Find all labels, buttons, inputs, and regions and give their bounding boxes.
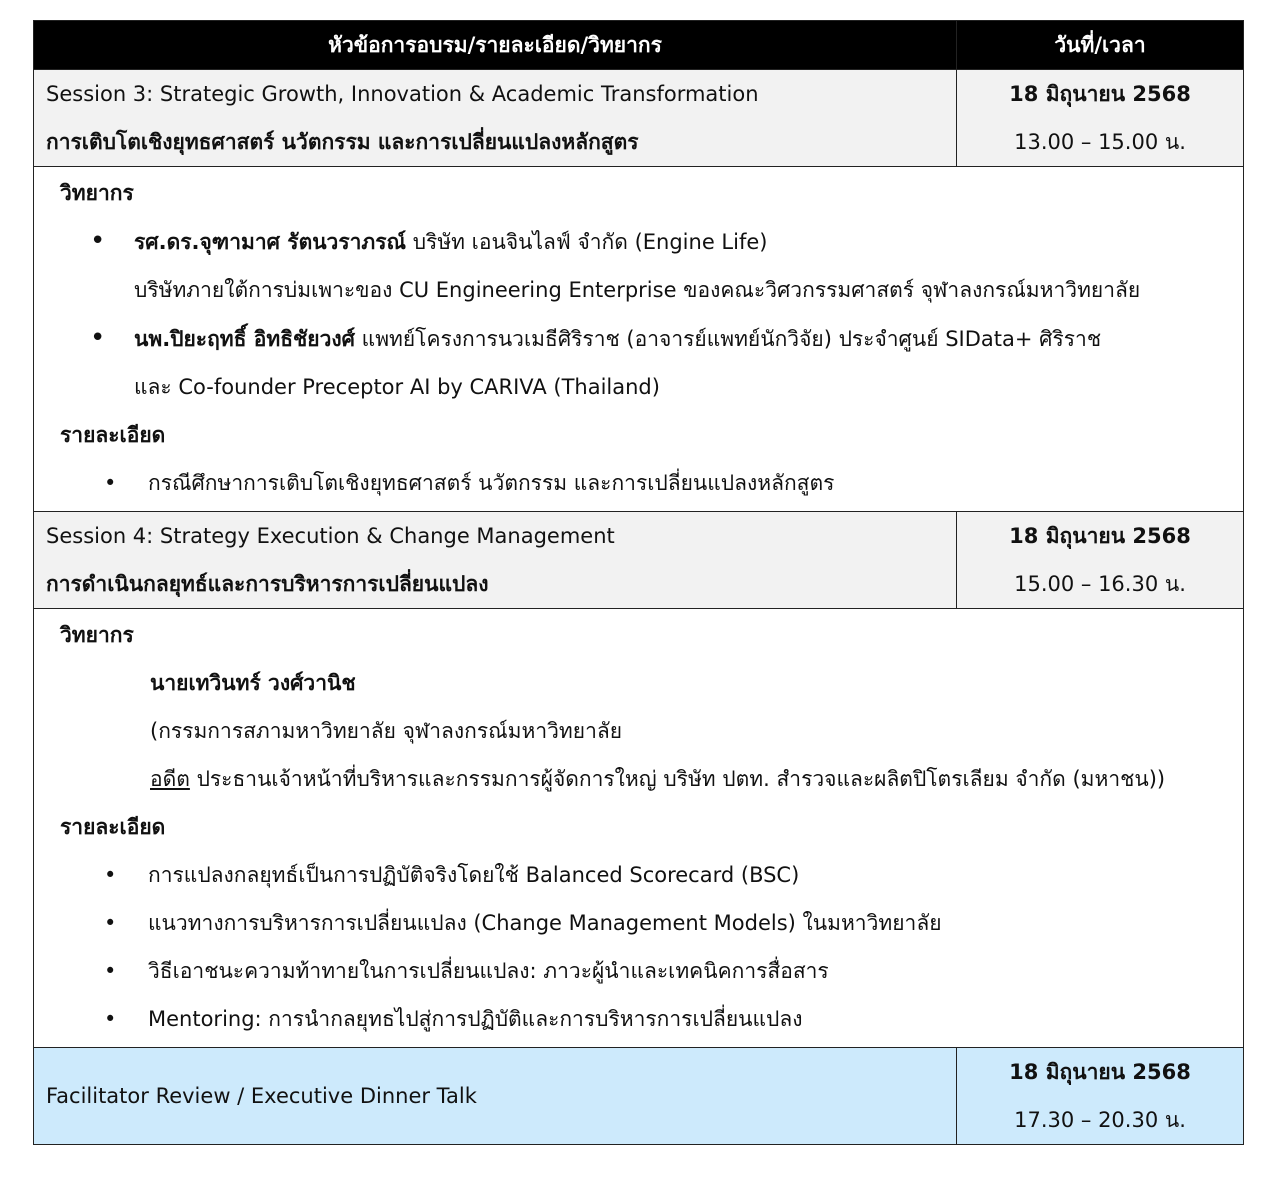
- session4-speaker-line1: (กรรมการสภามหาวิทยาลัย จุฬาลงกรณ์มหาวิทยาลัย: [150, 719, 623, 743]
- speaker2-desc: แพทย์โครงการนวเมธีศิริราช (อาจารย์แพทย์นักวิจัย) ประจำศูนย์ SIData+ ศิริราช: [354, 327, 1102, 351]
- session3-time: 13.00 – 15.00 น.: [1014, 130, 1186, 154]
- table-header-row: [34, 21, 1244, 70]
- session4-detail-cell: [34, 609, 1244, 1048]
- list-item: • วิธีเอาชนะความท้าทายในการเปลี่ยนแปลง: ภาวะผู้นำและเทคนิคการสื่อสาร: [60, 947, 1243, 995]
- session3-row: [34, 70, 1244, 167]
- dinner-datetime-cell: [957, 1048, 1244, 1145]
- header-topic: หัวข้อการอบรม/รายละเอียด/วิทยากร: [34, 21, 957, 70]
- session4-time: 15.00 – 16.30 น.: [1014, 572, 1186, 596]
- session4-title-en: Session 4: Strategy Execution & Change Management: [46, 524, 615, 548]
- session4-title-cell: [34, 512, 957, 609]
- session4-detail-row: [34, 609, 1244, 1048]
- session4-speaker-line2: อดีต ประธานเจ้าหน้าที่บริหารและกรรมการผู้จัดการใหญ่ บริษัท ปตท. สำรวจและผลิตปิโตรเลียม จำกัด (มหาชน)): [150, 767, 1166, 791]
- speaker2-desc2: และ Co-founder Preceptor AI by CARIVA (Thailand): [134, 375, 660, 399]
- bullet-icon: •: [90, 226, 106, 256]
- list-item: • การแปลงกลยุทธ์เป็นการปฏิบัติจริงโดยใช้ Balanced Scorecard (BSC): [60, 851, 1243, 899]
- list-item: • แนวทางการบริหารการเปลี่ยนแปลง (Change Management Models) ในมหาวิทยาลัย: [60, 899, 1243, 947]
- session4-row: [34, 512, 1244, 609]
- speaker1-name: รศ.ดร.จุฑามาศ รัตนวราภรณ์: [134, 230, 407, 254]
- header-datetime: วันที่/เวลา: [957, 21, 1244, 70]
- session3-detail-cell: [34, 167, 1244, 512]
- dinner-title-cell: [34, 1048, 957, 1145]
- bullet-icon: •: [104, 471, 117, 495]
- session3-details-label: รายละเอียด: [60, 423, 166, 447]
- session4-details-label: รายละเอียด: [60, 815, 166, 839]
- list-item: • กรณีศึกษาการเติบโตเชิงยุทธศาสตร์ นวัตกรรม และการเปลี่ยนแปลงหลักสูตร: [60, 459, 1243, 507]
- session3-datetime-cell: [957, 70, 1244, 167]
- session4-date: 18 มิถุนายน 2568: [1009, 524, 1191, 548]
- session3-speaker2: [60, 314, 1243, 363]
- session3-detail-row: [34, 167, 1244, 512]
- session4-speakers-label: วิทยากร: [60, 623, 134, 647]
- speaker1-desc2: บริษัทภายใต้การบ่มเพาะของ CU Engineering Enterprise ของคณะวิศวกรรมศาสตร์ จุฬาลงกรณ์มหาวิทยาลัย: [134, 278, 1141, 302]
- session3-title-en: Session 3: Strategic Growth, Innovation & Academic Transformation: [46, 82, 759, 106]
- bullet-icon: •: [104, 1007, 117, 1031]
- speaker2-name: นพ.ปิยะฤทธิ์ อิทธิชัยวงศ์: [134, 327, 355, 351]
- former-label: อดีต: [150, 767, 190, 791]
- session4-datetime-cell: [957, 512, 1244, 609]
- session3-speaker1: [60, 217, 1243, 266]
- dinner-date: 18 มิถุนายน 2568: [1009, 1060, 1191, 1084]
- list-item: • Mentoring: การนำกลยุทธไปสู่การปฏิบัติและการบริหารการเปลี่ยนแปลง: [60, 995, 1243, 1043]
- session3-date: 18 มิถุนายน 2568: [1009, 82, 1191, 106]
- session3-speakers-label: วิทยากร: [60, 181, 134, 205]
- bullet-icon: •: [104, 959, 117, 983]
- dinner-row: [34, 1048, 1244, 1145]
- dinner-title: Facilitator Review / Executive Dinner Talk: [46, 1084, 477, 1108]
- bullet-icon: •: [104, 863, 117, 887]
- session4-speaker-name: นายเทวินทร์ วงศ์วานิช: [150, 671, 356, 695]
- speaker1-desc: บริษัท เอนจินไลฟ์ จำกัด (Engine Life): [406, 230, 768, 254]
- session3-title-th: การเติบโตเชิงยุทธศาสตร์ นวัตกรรม และการเปลี่ยนแปลงหลักสูตร: [46, 130, 639, 154]
- schedule-table: [33, 20, 1244, 1145]
- dinner-time: 17.30 – 20.30 น.: [1014, 1108, 1186, 1132]
- bullet-icon: •: [104, 911, 117, 935]
- session3-title-cell: [34, 70, 957, 167]
- bullet-icon: •: [90, 323, 106, 353]
- session4-title-th: การดำเนินกลยุทธ์และการบริหารการเปลี่ยนแปลง: [46, 572, 489, 596]
